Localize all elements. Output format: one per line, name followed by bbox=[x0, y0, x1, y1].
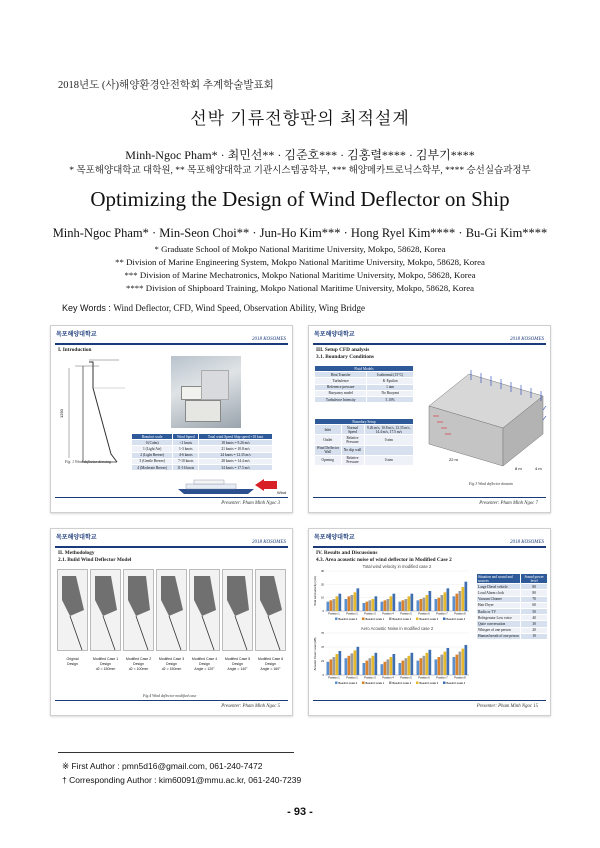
bar bbox=[459, 591, 462, 611]
bar bbox=[384, 662, 387, 675]
model-card bbox=[90, 569, 121, 651]
table-row bbox=[315, 445, 414, 455]
bar bbox=[354, 650, 357, 675]
y-axis-label: Acoustic Power Level (dB) bbox=[313, 637, 317, 671]
sound-power-table bbox=[476, 573, 548, 640]
model-label: Modified Case 6 bbox=[257, 657, 284, 661]
university-logo: 목포해양대학교 bbox=[56, 332, 97, 338]
bar bbox=[348, 596, 351, 611]
bar bbox=[327, 662, 330, 675]
bar bbox=[372, 656, 375, 675]
table-cell: Opening bbox=[315, 455, 342, 465]
x-tick-label: Position 3 bbox=[364, 676, 376, 680]
model-label: Design bbox=[265, 662, 276, 666]
model-label: Modified Case 5 bbox=[224, 657, 251, 661]
model-label: Modified Case 2 bbox=[125, 657, 152, 661]
model-label: Design bbox=[199, 662, 210, 666]
x-tick-label: Position 5 bbox=[400, 676, 412, 680]
keywords-value: Wind Deflector, CFD, Wind Speed, Observation Ability, Wing Bridge bbox=[113, 303, 365, 313]
x-tick-label: Position 8 bbox=[454, 676, 466, 680]
bar bbox=[393, 594, 396, 611]
fluid-models-table bbox=[314, 365, 414, 403]
legend-entry: Beaufort scale 4 bbox=[446, 617, 466, 621]
table-cell: 1 atm bbox=[367, 384, 414, 390]
table-cell: Large Diesel vehicle bbox=[477, 584, 521, 590]
table-cell: 21 knots = 10.8 m/s bbox=[199, 446, 273, 452]
keywords-label: Key Words : bbox=[62, 303, 111, 313]
bar bbox=[465, 645, 468, 675]
bar bbox=[411, 594, 414, 611]
bar bbox=[426, 653, 429, 675]
legend-swatch bbox=[362, 682, 365, 685]
table-header: Sound power level bbox=[521, 574, 548, 584]
slide-results bbox=[308, 528, 551, 716]
legend-entry: Beaufort scale 0 bbox=[338, 681, 358, 685]
table-row bbox=[477, 633, 548, 639]
table-cell: 1-3 knots bbox=[173, 446, 199, 452]
bar bbox=[417, 600, 420, 611]
dimension-length: 22 m bbox=[449, 457, 458, 462]
model-label: Angle = 120° bbox=[194, 667, 215, 671]
english-affiliation-4: **** Division of Shipboard Training, Mokpo National Maritime University, Mokpo, 58628, Korea bbox=[125, 283, 475, 293]
wind-deflector-drawing bbox=[59, 358, 131, 466]
table-header: Situation and sound and sources bbox=[477, 574, 521, 584]
english-title: Optimizing the Design of Wind Deflector on Ship bbox=[90, 187, 510, 211]
legend-entry: Beaufort scale 3 bbox=[419, 617, 439, 621]
bar bbox=[390, 657, 393, 675]
footer-rule bbox=[313, 700, 546, 701]
model-label: d2 = 150mm bbox=[95, 667, 116, 671]
model-label: Modified Case 3 bbox=[158, 657, 185, 661]
bar bbox=[348, 656, 351, 675]
legend-swatch bbox=[443, 618, 446, 621]
slide-cfd-setup bbox=[308, 325, 551, 513]
bar bbox=[330, 659, 333, 675]
header-rule bbox=[55, 343, 288, 345]
bar bbox=[339, 651, 342, 675]
slide-footer: Presenter: Pham Minh Ngoc 7 bbox=[479, 501, 538, 506]
bar bbox=[438, 598, 441, 611]
bar bbox=[351, 595, 354, 611]
bar bbox=[462, 587, 465, 611]
bar bbox=[327, 602, 330, 611]
legend-swatch bbox=[416, 618, 419, 621]
x-tick-label: Position 4 bbox=[382, 612, 394, 616]
y-tick-label: 30 bbox=[321, 570, 324, 573]
table-cell: 3 (Gentle Breeze) bbox=[132, 458, 173, 464]
bar bbox=[447, 588, 450, 611]
table-cell: Radio or TV bbox=[477, 608, 521, 614]
keywords-line bbox=[62, 303, 365, 313]
table-cell: 4 (Moderate Breeze) bbox=[132, 464, 173, 470]
model-card bbox=[156, 569, 187, 651]
bar bbox=[420, 599, 423, 611]
bar bbox=[363, 603, 366, 611]
bar bbox=[423, 656, 426, 675]
bridge-detail-photo bbox=[201, 370, 229, 400]
table-cell: 80 bbox=[521, 584, 548, 590]
table-cell: Reference pressure bbox=[315, 384, 367, 390]
bar bbox=[357, 588, 360, 611]
bar bbox=[333, 657, 336, 675]
table-cell: 10 bbox=[521, 633, 548, 639]
legend-swatch bbox=[335, 618, 338, 621]
table-row bbox=[315, 455, 414, 465]
university-logo: 목포해양대학교 bbox=[56, 535, 97, 541]
bar bbox=[402, 661, 405, 675]
bar bbox=[390, 596, 393, 611]
legend-swatch bbox=[416, 682, 419, 685]
bar bbox=[336, 654, 339, 675]
slide-subheading: 2.1. Build Wind Deflector Model bbox=[58, 557, 132, 563]
bar bbox=[411, 653, 414, 675]
bar bbox=[351, 653, 354, 675]
figure-caption: Fig. 1 Wind deflector drawing bbox=[65, 460, 111, 464]
x-tick-label: Position 2 bbox=[346, 676, 358, 680]
table-row bbox=[315, 396, 414, 402]
table-cell: 4-6 knots bbox=[173, 452, 199, 458]
korean-title: 선박 기류전향판의 최적설계 bbox=[190, 109, 410, 128]
bar bbox=[387, 659, 390, 675]
bar bbox=[363, 663, 366, 675]
slide-footer: Presenter: Pham Minh Ngoc 3 bbox=[221, 501, 280, 506]
bar bbox=[465, 582, 468, 611]
bar bbox=[381, 602, 384, 611]
table-cell: Loud Alarm clock bbox=[477, 590, 521, 596]
bar bbox=[459, 652, 462, 675]
bar bbox=[354, 592, 357, 611]
table-cell: Hair Dryer bbox=[477, 602, 521, 608]
slide-heading: II. Methodology bbox=[58, 550, 95, 556]
table-cell: Turbulence bbox=[315, 378, 367, 384]
bar bbox=[429, 650, 432, 675]
boundary-setup-table bbox=[314, 418, 414, 466]
first-author-note: ※ First Author : pmn5d16@gmail.com, 061-240-7472 bbox=[62, 761, 263, 771]
slide-heading: I. Introduction bbox=[58, 347, 92, 353]
conference-header: 2018년도 (사)해양환경안전학회 추계학술발표회 bbox=[58, 80, 274, 91]
x-tick-label: Position 7 bbox=[436, 612, 448, 616]
figure-caption: Fig.3 Wind deflector domain bbox=[469, 482, 513, 486]
x-tick-label: Position 6 bbox=[418, 676, 430, 680]
table-cell: 9.26 m/s, 10.8 m/s, 12.35 m/s, 14.4 m/s, 17.5 m/s bbox=[364, 425, 413, 435]
bar bbox=[369, 658, 372, 675]
model-card bbox=[222, 569, 253, 651]
x-tick-label: Position 3 bbox=[364, 612, 376, 616]
footnote-rule bbox=[58, 752, 294, 753]
x-tick-label: Position 4 bbox=[382, 676, 394, 680]
bar bbox=[330, 600, 333, 611]
legend-entry: Beaufort scale 1 bbox=[365, 617, 385, 621]
table-cell: 0 atm bbox=[364, 435, 413, 445]
table-cell: Isothermal (15°C) bbox=[367, 372, 414, 378]
table-cell: 1 (Light Air) bbox=[132, 446, 173, 452]
footer-rule bbox=[55, 497, 288, 498]
y-tick-label: 10 bbox=[321, 596, 324, 600]
bar bbox=[336, 596, 339, 611]
table-cell: Turbulence Intensity bbox=[315, 396, 367, 402]
bar bbox=[426, 595, 429, 611]
table-cell: 5.10% bbox=[367, 396, 414, 402]
model-card bbox=[255, 569, 286, 651]
slide-methodology bbox=[50, 528, 293, 716]
y-axis-label: Total wind velocity (m/s) bbox=[313, 576, 317, 606]
bar bbox=[366, 602, 369, 611]
bar bbox=[345, 599, 348, 611]
korean-affiliation: * 목포해양대학교 대학원, ** 목포해양대학교 기관시스템공학부, *** 해양메카트로닉스학부, **** 승선실습과정부 bbox=[69, 166, 531, 176]
bar bbox=[456, 594, 459, 611]
table-cell: 0 atm bbox=[364, 455, 413, 465]
bar bbox=[381, 664, 384, 675]
slide-subheading: 3.1. Boundary Conditions bbox=[316, 354, 374, 360]
model-card bbox=[57, 569, 88, 651]
table-cell: 7-10 knots bbox=[173, 458, 199, 464]
bar bbox=[372, 599, 375, 611]
table-cell: 0 (Calm) bbox=[132, 440, 173, 446]
model-label: Angle = 140° bbox=[227, 667, 248, 671]
bar bbox=[444, 652, 447, 675]
table-cell: 80 bbox=[521, 590, 548, 596]
legend-swatch bbox=[443, 682, 446, 685]
bar bbox=[399, 663, 402, 675]
table-cell: Whisper of one person bbox=[477, 627, 521, 633]
table-cell: 60 bbox=[521, 602, 548, 608]
legend-swatch bbox=[389, 682, 392, 685]
bar bbox=[444, 592, 447, 611]
slide-subheading: 4.3. Area acoustic noise of wind deflector in Modified Case 2 bbox=[316, 557, 452, 563]
table-cell: No slip wall bbox=[341, 445, 364, 455]
y-tick-label: 47 bbox=[321, 646, 324, 649]
table-cell: Buoyancy model bbox=[315, 390, 367, 396]
x-tick-label: Position 1 bbox=[328, 676, 340, 680]
legend-entry: Beaufort scale 2 bbox=[392, 681, 412, 685]
model-card bbox=[123, 569, 154, 651]
table-cell: 11-16 knots bbox=[173, 464, 199, 470]
bar bbox=[438, 657, 441, 675]
chart-title: Total wind velocity in modified case 2 bbox=[362, 564, 432, 569]
x-tick-label: Position 1 bbox=[328, 612, 340, 616]
table-cell: K-Epsilon bbox=[367, 378, 414, 384]
bar bbox=[345, 658, 348, 675]
dimension-height: 4 m bbox=[535, 466, 542, 471]
model-label: d2 = 150mm bbox=[161, 667, 182, 671]
table-cell: 2 (Light Breeze) bbox=[132, 452, 173, 458]
model-label: Design bbox=[67, 662, 78, 666]
page-number: - 93 - bbox=[287, 806, 313, 818]
header-rule bbox=[55, 546, 288, 548]
table-cell: 28 knots = 14.4 m/s bbox=[199, 458, 273, 464]
wind-arrow-icon bbox=[255, 479, 277, 491]
table-row bbox=[132, 464, 273, 470]
table-cell: Wind Deflector Wall bbox=[315, 445, 342, 455]
bar bbox=[435, 599, 438, 611]
bar bbox=[423, 598, 426, 611]
bar bbox=[375, 653, 378, 675]
table-header: Fluid Models bbox=[315, 366, 414, 372]
table-cell: 24 knots = 12.35 m/s bbox=[199, 452, 273, 458]
bar bbox=[420, 658, 423, 675]
chart-title: Aero Acoustic Noise in modified case 2 bbox=[360, 626, 434, 631]
table-header: Beaufort scale bbox=[132, 434, 173, 440]
bar bbox=[441, 655, 444, 675]
english-affiliation-2: ** Division of Marine Engineering System, Mokpo National Maritime University, Mokpo, 58628, Korea bbox=[115, 257, 485, 267]
bar bbox=[447, 648, 450, 675]
y-tick-label: 0 bbox=[322, 674, 324, 677]
slide-heading: IV. Results and Discussions bbox=[316, 550, 378, 556]
model-label: Design bbox=[133, 662, 144, 666]
table-cell: Relative Pressure bbox=[341, 435, 364, 445]
bar bbox=[402, 600, 405, 611]
conference-label: 2018 KOSOMES bbox=[509, 540, 544, 545]
svg-text:1250: 1250 bbox=[59, 409, 64, 418]
legend-entry: Beaufort scale 3 bbox=[419, 681, 439, 685]
english-authors: Minh-Ngoc Pham* · Min-Seon Choi** · Jun-Ho Kim*** · Hong Ryel Kim**** · Bu-Gi Kim**** bbox=[52, 226, 548, 240]
bar bbox=[429, 591, 432, 611]
conference-label: 2018 KOSOMES bbox=[251, 540, 286, 545]
model-label: Original bbox=[66, 657, 79, 661]
header-rule bbox=[313, 546, 546, 548]
slide-footer: Presenter: Pham Minh Ngoc 5 bbox=[221, 704, 280, 709]
conference-label: 2018 KOSOMES bbox=[251, 337, 286, 342]
table-row bbox=[315, 425, 414, 435]
y-tick-label: 0 bbox=[322, 610, 324, 613]
legend-entry: Beaufort scale 2 bbox=[392, 617, 412, 621]
footer-rule bbox=[313, 497, 546, 498]
legend-entry: Beaufort scale 1 bbox=[365, 681, 385, 685]
model-label: d2 = 100mm bbox=[128, 667, 149, 671]
x-tick-label: Position 5 bbox=[400, 612, 412, 616]
ship-icon bbox=[176, 477, 256, 495]
y-tick-label: 20 bbox=[321, 583, 324, 587]
bar bbox=[453, 657, 456, 675]
table-cell: Human breath of one person bbox=[478, 634, 519, 639]
table-header: Boundary Setup bbox=[315, 419, 414, 425]
model-card bbox=[189, 569, 220, 651]
velocity-bar-chart bbox=[313, 563, 473, 625]
table-header: Wind Speed bbox=[173, 434, 199, 440]
bar bbox=[393, 654, 396, 675]
table-cell: Quite conversation bbox=[477, 621, 521, 627]
table-cell: <1 knots bbox=[173, 440, 199, 446]
table-cell: 30 bbox=[521, 621, 548, 627]
acoustic-bar-chart bbox=[313, 625, 473, 689]
bar bbox=[333, 599, 336, 611]
beaufort-table bbox=[131, 433, 273, 471]
y-tick-label: 23 bbox=[321, 660, 324, 663]
bar bbox=[405, 658, 408, 675]
korean-authors: Minh-Ngoc Pham* · 최민선** · 김준호*** · 김홍렬**** · 김부기**** bbox=[125, 148, 475, 162]
bar bbox=[405, 599, 408, 611]
x-tick-label: Position 6 bbox=[418, 612, 430, 616]
bar bbox=[408, 596, 411, 611]
bar bbox=[399, 602, 402, 611]
conference-label: 2018 KOSOMES bbox=[509, 337, 544, 342]
model-label: Design bbox=[100, 662, 111, 666]
bar bbox=[441, 595, 444, 611]
x-tick-label: Position 8 bbox=[454, 612, 466, 616]
legend-entry: Beaufort scale 0 bbox=[338, 617, 358, 621]
footer-rule bbox=[55, 700, 288, 701]
figure-caption: Fig.4 Wind deflector modified case bbox=[143, 694, 197, 698]
table-cell: Heat Transfer bbox=[315, 372, 367, 378]
legend-swatch bbox=[362, 618, 365, 621]
bar bbox=[417, 661, 420, 675]
bar bbox=[435, 659, 438, 675]
slide-footer: Presenter: Pham Minh Ngoc 15 bbox=[476, 704, 538, 709]
legend-swatch bbox=[335, 682, 338, 685]
bar bbox=[453, 596, 456, 611]
wind-label: Wind bbox=[277, 490, 287, 495]
slide-introduction bbox=[50, 325, 293, 513]
y-tick-label: 70 bbox=[321, 632, 324, 635]
model-label: Angle = 160° bbox=[260, 667, 281, 671]
model-label: Modified Case 4 bbox=[191, 657, 218, 661]
bar bbox=[366, 661, 369, 675]
table-cell: Relative Pressure bbox=[341, 455, 364, 465]
cfd-domain-diagram bbox=[419, 366, 547, 476]
english-affiliation-1: * Graduate School of Mokpo National Maritime University, Mokpo, 58628, Korea bbox=[154, 244, 446, 254]
bar bbox=[408, 656, 411, 675]
table-header: Total wind Speed Ship speed +18 knot bbox=[199, 434, 273, 440]
model-label: Design bbox=[166, 662, 177, 666]
table-cell: 20 bbox=[521, 627, 548, 633]
table-row bbox=[315, 435, 414, 445]
model-label: Design bbox=[232, 662, 243, 666]
bar bbox=[387, 599, 390, 611]
x-tick-label: Position 2 bbox=[346, 612, 358, 616]
english-affiliation-3: *** Division of Marine Mechatronics, Mokpo National Maritime University, Mokpo, 58628, Korea bbox=[124, 270, 476, 280]
bar bbox=[456, 655, 459, 675]
slide-heading: III. Setup CFD analysis bbox=[316, 347, 370, 353]
bar bbox=[339, 594, 342, 611]
table-cell: 40 bbox=[521, 615, 548, 621]
legend-entry: Beaufort scale 4 bbox=[446, 681, 466, 685]
table-cell: Outlet bbox=[315, 435, 342, 445]
table-cell: 50 bbox=[521, 608, 548, 614]
bar bbox=[357, 647, 360, 675]
table-cell: Inlet bbox=[315, 425, 342, 435]
bar bbox=[384, 600, 387, 611]
dimension-width: 8 m bbox=[515, 466, 522, 471]
university-logo: 목포해양대학교 bbox=[314, 332, 355, 338]
bar bbox=[375, 596, 378, 611]
table-cell: 18 knots = 9.26 m/s bbox=[199, 440, 273, 446]
table-cell: No Buoyant bbox=[367, 390, 414, 396]
table-cell: 70 bbox=[521, 596, 548, 602]
table-cell bbox=[364, 445, 413, 455]
table-cell: Normal Speed bbox=[341, 425, 364, 435]
corresponding-author-note: † Corresponding Author : kim60091@mmu.ac.kr, 061-240-7239 bbox=[62, 775, 302, 785]
table-cell: Refrigerator Low voice bbox=[477, 615, 521, 621]
model-label: Modified Case 1 bbox=[92, 657, 119, 661]
table-cell: 34 knots = 17.5 m/s bbox=[199, 464, 273, 470]
table-cell: Vacuum Cleaner bbox=[477, 596, 521, 602]
legend-swatch bbox=[389, 618, 392, 621]
university-logo: 목포해양대학교 bbox=[314, 535, 355, 541]
bar bbox=[462, 649, 465, 675]
x-tick-label: Position 7 bbox=[436, 676, 448, 680]
bar bbox=[369, 600, 372, 611]
header-rule bbox=[313, 343, 546, 345]
